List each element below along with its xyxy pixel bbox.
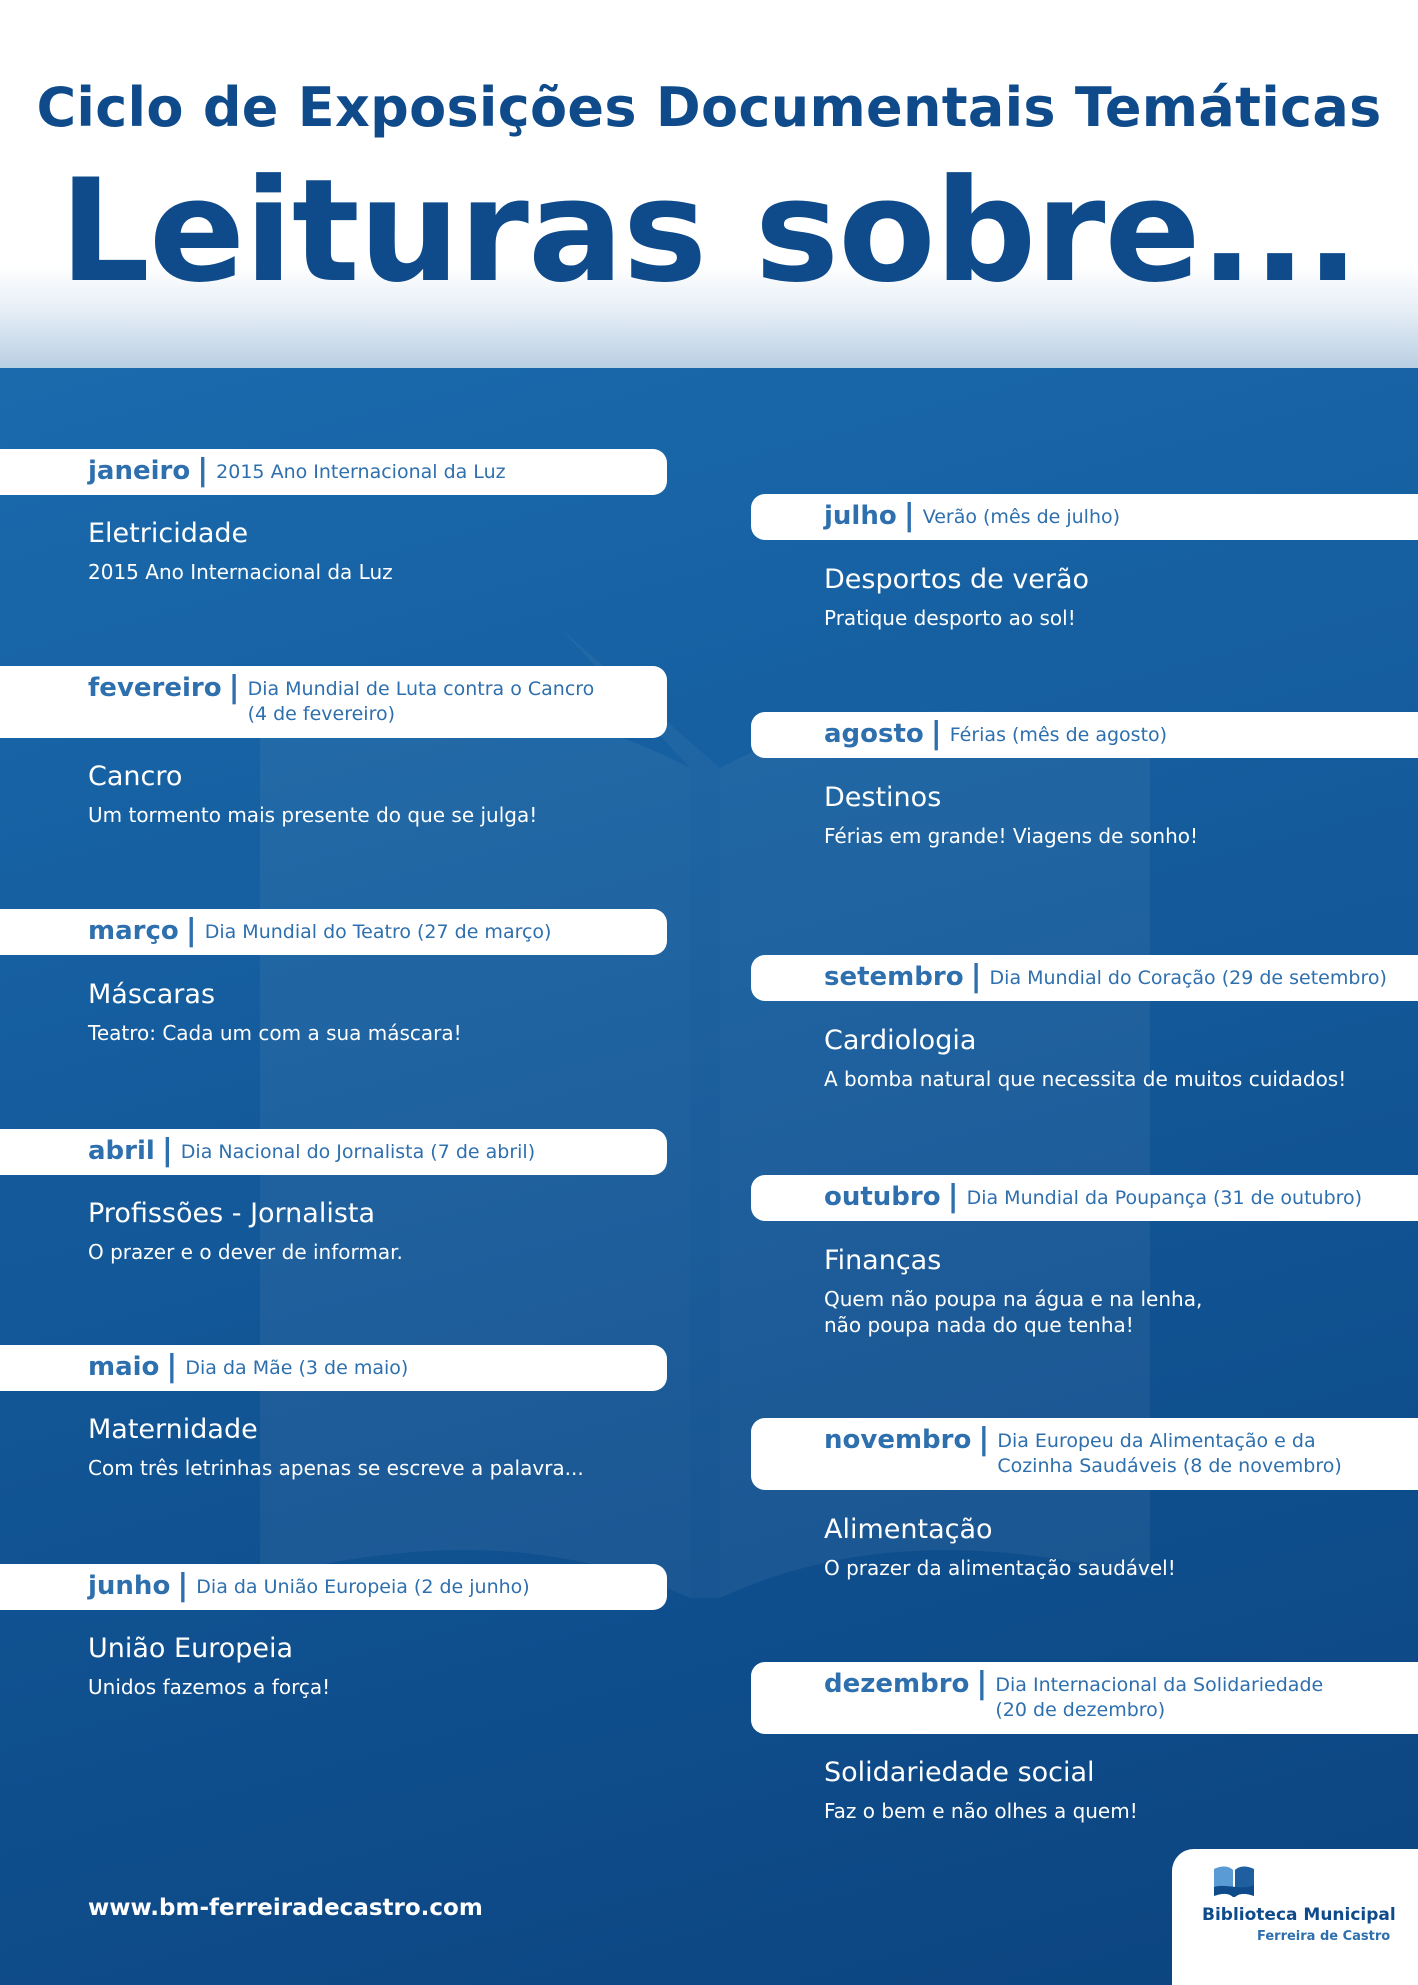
exhibit-september — [824, 1024, 1346, 1092]
exhibit-october — [824, 1244, 1202, 1338]
exhibit-topic: Destinos — [824, 782, 942, 813]
occasion-text: Dia Europeu da Alimentação e da Cozinha Saudáveis (8 de novembro) — [997, 1430, 1342, 1477]
month-label-august — [751, 712, 1418, 758]
logo-name: Biblioteca Municipal — [1202, 1905, 1396, 1925]
website-link[interactable]: www.bm-ferreiradecastro.com — [88, 1895, 483, 1921]
month-label-july — [751, 494, 1418, 540]
exhibit-tagline: Faz o bem e não olhes a quem! — [824, 1799, 1138, 1823]
month-name: fevereiro — [88, 673, 222, 703]
exhibit-march — [88, 978, 462, 1046]
exhibit-december — [824, 1756, 1138, 1824]
separator: | — [185, 913, 197, 948]
occasion-text: Dia Mundial de Luta contra o Cancro (4 de fevereiro) — [247, 678, 595, 725]
month-name: maio — [88, 1352, 160, 1382]
exhibit-topic: Eletricidade — [88, 518, 249, 549]
month-label-october — [751, 1175, 1418, 1221]
occasion-text: Dia Internacional da Solidariedade (20 de dezembro) — [995, 1674, 1324, 1721]
month-name: outubro — [824, 1182, 941, 1212]
occasion-text: Dia Mundial da Poupança (31 de outubro) — [966, 1187, 1363, 1209]
occasion-text: Dia Nacional do Jornalista (7 de abril) — [180, 1141, 536, 1163]
exhibit-april — [88, 1197, 403, 1265]
exhibit-topic: Alimentação — [824, 1514, 993, 1545]
exhibit-tagline: O prazer e o dever de informar. — [88, 1240, 403, 1264]
exhibit-february — [88, 760, 537, 828]
occasion-text: Dia Mundial do Coração (29 de setembro) — [989, 967, 1387, 989]
exhibit-tagline: O prazer da alimentação saudável! — [824, 1556, 1176, 1580]
occasion-text: Verão (mês de julho) — [922, 506, 1121, 528]
exhibit-topic: União Europeia — [88, 1633, 294, 1664]
month-label-april — [0, 1129, 667, 1175]
occasion-text: Dia Mundial do Teatro (27 de março) — [204, 921, 552, 943]
month-name: janeiro — [88, 456, 191, 486]
month-label-january — [0, 449, 667, 495]
exhibit-topic: Finanças — [824, 1245, 942, 1276]
separator: | — [930, 716, 942, 751]
logo-subtitle: Ferreira de Castro — [1257, 1929, 1391, 1944]
exhibit-tagline: 2015 Ano Internacional da Luz — [88, 560, 393, 584]
exhibit-topic: Maternidade — [88, 1414, 258, 1445]
separator: | — [978, 1422, 990, 1457]
separator: | — [177, 1568, 189, 1603]
occasion-text: Férias (mês de agosto) — [949, 724, 1168, 746]
month-name: julho — [824, 501, 897, 531]
month-label-december — [751, 1662, 1418, 1734]
month-name: junho — [88, 1571, 171, 1601]
month-label-september — [751, 955, 1418, 1001]
month-label-november — [751, 1418, 1418, 1490]
month-name: abril — [88, 1136, 155, 1166]
exhibit-topic: Máscaras — [88, 979, 216, 1010]
month-label-february — [0, 666, 667, 738]
series-title: Ciclo de Exposições Documentais Temáticas — [36, 76, 1382, 139]
exhibit-may — [88, 1413, 584, 1481]
exhibit-july — [824, 563, 1089, 631]
exhibit-tagline: A bomba natural que necessita de muitos cuidados! — [824, 1067, 1347, 1091]
schedule-panel — [0, 368, 1418, 1985]
exhibit-january — [88, 517, 393, 585]
exhibit-tagline: Unidos fazemos a força! — [88, 1675, 331, 1699]
exhibit-june — [88, 1632, 330, 1700]
month-label-may — [0, 1345, 667, 1391]
month-name: dezembro — [824, 1669, 970, 1699]
book-icon — [1212, 1863, 1256, 1901]
occasion-text: 2015 Ano Internacional da Luz — [216, 461, 506, 483]
month-name: novembro — [824, 1425, 972, 1455]
month-name: setembro — [824, 962, 964, 992]
exhibit-topic: Desportos de verão — [824, 564, 1090, 595]
header — [0, 0, 1418, 368]
exhibit-tagline: Com três letrinhas apenas se escreve a palavra... — [88, 1456, 584, 1480]
separator: | — [161, 1133, 173, 1168]
main-title: Leituras sobre... — [59, 149, 1359, 314]
separator: | — [166, 1349, 178, 1384]
exhibit-topic: Cancro — [88, 761, 183, 792]
month-name: março — [88, 916, 179, 946]
month-label-march — [0, 909, 667, 955]
month-name: agosto — [824, 719, 924, 749]
separator: | — [228, 670, 240, 705]
separator: | — [903, 498, 915, 533]
exhibit-topic: Cardiologia — [824, 1025, 977, 1056]
exhibit-tagline: Um tormento mais presente do que se julga! — [88, 803, 538, 827]
library-logo — [1172, 1849, 1418, 1985]
exhibit-november — [824, 1513, 1176, 1581]
exhibit-tagline: Quem não poupa na água e na lenha, não poupa nada do que tenha! — [824, 1287, 1203, 1337]
occasion-text: Dia da União Europeia (2 de junho) — [196, 1576, 530, 1598]
separator: | — [947, 1179, 959, 1214]
occasion-text: Dia da Mãe (3 de maio) — [185, 1357, 409, 1379]
separator: | — [197, 453, 209, 488]
separator: | — [970, 959, 982, 994]
exhibit-topic: Profissões - Jornalista — [88, 1198, 376, 1229]
exhibit-tagline: Férias em grande! Viagens de sonho! — [824, 824, 1199, 848]
exhibit-august — [824, 781, 1198, 849]
separator: | — [976, 1666, 988, 1701]
exhibit-tagline: Pratique desporto ao sol! — [824, 606, 1076, 630]
exhibit-tagline: Teatro: Cada um com a sua máscara! — [88, 1021, 462, 1045]
month-label-june — [0, 1564, 667, 1610]
exhibit-topic: Solidariedade social — [824, 1757, 1095, 1788]
